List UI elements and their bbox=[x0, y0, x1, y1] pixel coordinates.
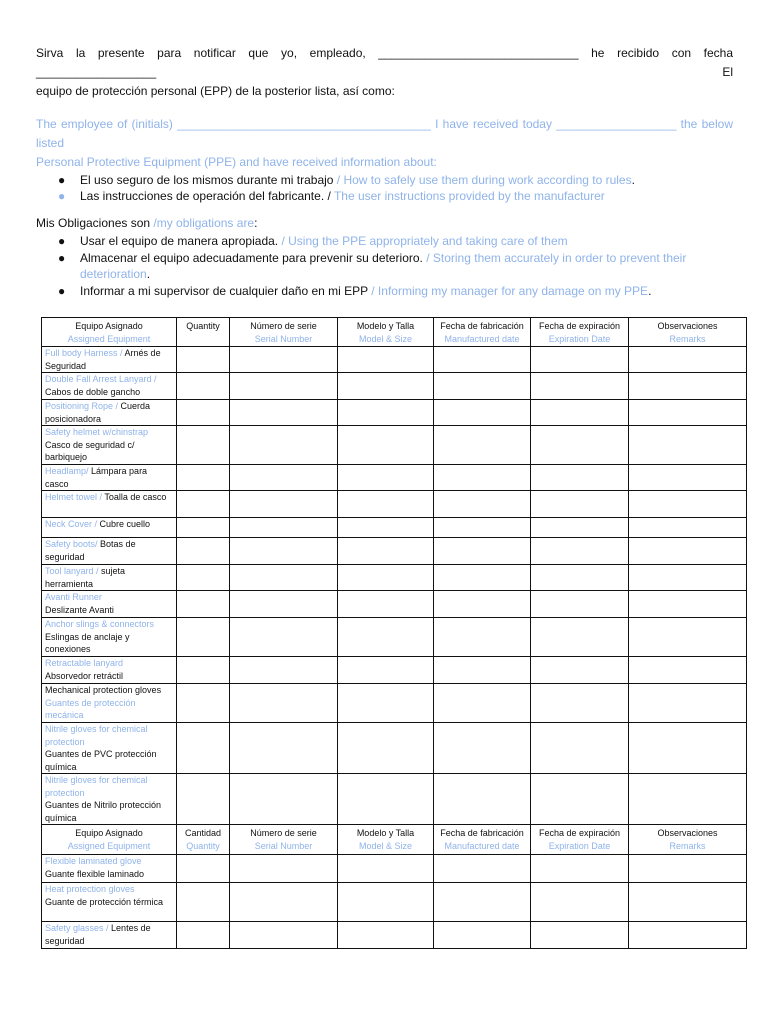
table-row bbox=[42, 518, 747, 538]
table-body-1 bbox=[42, 347, 747, 825]
manufactured-cell[interactable] bbox=[434, 657, 531, 684]
quantity-cell[interactable] bbox=[177, 491, 230, 518]
table-header-row bbox=[42, 825, 747, 855]
manufactured-cell[interactable] bbox=[434, 684, 531, 723]
document-body bbox=[36, 44, 733, 300]
serial-cell[interactable] bbox=[230, 538, 338, 565]
expiration-cell[interactable] bbox=[531, 922, 629, 949]
model-cell[interactable] bbox=[338, 618, 434, 657]
quantity-cell[interactable] bbox=[177, 347, 230, 373]
expiration-cell[interactable] bbox=[531, 591, 629, 618]
serial-cell[interactable] bbox=[230, 922, 338, 949]
quantity-cell[interactable] bbox=[177, 618, 230, 657]
quantity-cell[interactable] bbox=[177, 538, 230, 565]
equipment-cell: Headlamp/ Lámpara para casco bbox=[42, 465, 177, 491]
remarks-cell[interactable] bbox=[629, 373, 747, 400]
model-cell[interactable] bbox=[338, 400, 434, 426]
equipment-cell: Helmet towel / Toalla de casco bbox=[42, 491, 177, 518]
bullet-icon: ● bbox=[58, 234, 66, 248]
manufactured-cell[interactable] bbox=[434, 373, 531, 400]
model-cell[interactable] bbox=[338, 426, 434, 465]
manufactured-cell[interactable] bbox=[434, 922, 531, 949]
table-row bbox=[42, 591, 747, 618]
expiration-cell[interactable] bbox=[531, 426, 629, 465]
serial-cell[interactable] bbox=[230, 465, 338, 491]
quantity-cell[interactable] bbox=[177, 922, 230, 949]
equipment-cell: Neck Cover / Cubre cuello bbox=[42, 518, 177, 538]
expiration-cell[interactable] bbox=[531, 618, 629, 657]
remarks-cell[interactable] bbox=[629, 538, 747, 565]
remarks-cell[interactable] bbox=[629, 774, 747, 825]
table-row bbox=[42, 684, 747, 723]
header-serial: Número de serie Serial Number bbox=[230, 318, 338, 347]
bullet-icon: ● bbox=[58, 284, 66, 298]
expiration-cell[interactable] bbox=[531, 518, 629, 538]
manufactured-cell[interactable] bbox=[434, 426, 531, 465]
quantity-cell[interactable] bbox=[177, 591, 230, 618]
expiration-cell[interactable] bbox=[531, 723, 629, 774]
expiration-cell[interactable] bbox=[531, 538, 629, 565]
remarks-cell[interactable] bbox=[629, 518, 747, 538]
serial-cell[interactable] bbox=[230, 723, 338, 774]
manufactured-cell[interactable] bbox=[434, 565, 531, 591]
list-item: ● Las instrucciones de operación del fabricante. / The user instructions provided by the manufacturer bbox=[58, 189, 605, 203]
manufactured-cell[interactable] bbox=[434, 538, 531, 565]
table-row bbox=[42, 491, 747, 518]
model-cell[interactable] bbox=[338, 373, 434, 400]
serial-cell[interactable] bbox=[230, 347, 338, 373]
remarks-cell[interactable] bbox=[629, 883, 747, 922]
serial-cell[interactable] bbox=[230, 657, 338, 684]
expiration-cell[interactable] bbox=[531, 465, 629, 491]
equipment-cell: Nitrile gloves for chemical protection Guantes de PVC protección química bbox=[42, 723, 177, 774]
list-item: ● El uso seguro de los mismos durante mi trabajo / How to safely use them during work according to rules. bbox=[58, 173, 635, 187]
list-item: ● Informar a mi supervisor de cualquier daño en mi EPP / Informing my manager for any damage on my PPE. bbox=[58, 284, 652, 298]
list-item: ● Usar el equipo de manera apropiada. / Using the PPE appropriately and taking care of them bbox=[58, 234, 568, 248]
model-cell[interactable] bbox=[338, 922, 434, 949]
serial-cell[interactable] bbox=[230, 883, 338, 922]
manufactured-cell[interactable] bbox=[434, 855, 531, 883]
equipment-cell: Anchor slings & connectors Eslingas de anclaje y conexiones bbox=[42, 618, 177, 657]
manufactured-cell[interactable] bbox=[434, 883, 531, 922]
table-row bbox=[42, 538, 747, 565]
manufactured-cell[interactable] bbox=[434, 465, 531, 491]
serial-cell[interactable] bbox=[230, 774, 338, 825]
bullet-icon: ● bbox=[58, 189, 66, 203]
model-cell[interactable] bbox=[338, 855, 434, 883]
quantity-cell[interactable] bbox=[177, 723, 230, 774]
serial-cell[interactable] bbox=[230, 565, 338, 591]
header-manufactured: Fecha de fabricación Manufactured date bbox=[434, 318, 531, 347]
manufactured-cell[interactable] bbox=[434, 400, 531, 426]
header-model: Modelo y Talla Model & Size bbox=[338, 318, 434, 347]
header-expiration: Fecha de expiración Expiration Date bbox=[531, 318, 629, 347]
serial-cell[interactable] bbox=[230, 426, 338, 465]
table-row bbox=[42, 922, 747, 949]
manufactured-cell[interactable] bbox=[434, 774, 531, 825]
header-quantity: Quantity bbox=[177, 318, 230, 347]
equipment-cell: Positioning Rope / Cuerda posicionadora bbox=[42, 400, 177, 426]
manufactured-cell[interactable] bbox=[434, 723, 531, 774]
remarks-cell[interactable] bbox=[629, 465, 747, 491]
manufactured-cell[interactable] bbox=[434, 347, 531, 373]
bullet-icon: ● bbox=[58, 173, 66, 187]
expiration-cell[interactable] bbox=[531, 400, 629, 426]
quantity-cell[interactable] bbox=[177, 373, 230, 400]
quantity-cell[interactable] bbox=[177, 518, 230, 538]
equipment-cell: Tool lanyard / sujeta herramienta bbox=[42, 565, 177, 591]
model-cell[interactable] bbox=[338, 591, 434, 618]
serial-cell[interactable] bbox=[230, 373, 338, 400]
table-row bbox=[42, 657, 747, 684]
header-serial: Número de serie Serial Number bbox=[230, 825, 338, 855]
table-row bbox=[42, 347, 747, 373]
model-cell[interactable] bbox=[338, 491, 434, 518]
intro-line-2: equipo de protección personal (EPP) de la posterior lista, así como: bbox=[36, 84, 395, 98]
intro-en-line-2: Personal Protective Equipment (PPE) and have received information about: bbox=[36, 155, 437, 169]
table-header-row bbox=[42, 318, 747, 347]
quantity-cell[interactable] bbox=[177, 883, 230, 922]
table-body-2 bbox=[42, 855, 747, 949]
table-row bbox=[42, 723, 747, 774]
serial-cell[interactable] bbox=[230, 591, 338, 618]
quantity-cell[interactable] bbox=[177, 465, 230, 491]
model-cell[interactable] bbox=[338, 774, 434, 825]
model-cell[interactable] bbox=[338, 723, 434, 774]
header-expiration: Fecha de expiración Expiration Date bbox=[531, 825, 629, 855]
quantity-cell[interactable] bbox=[177, 774, 230, 825]
remarks-cell[interactable] bbox=[629, 426, 747, 465]
remarks-cell[interactable] bbox=[629, 723, 747, 774]
equipment-cell: Avanti Runner Deslizante Avanti bbox=[42, 591, 177, 618]
manufactured-cell[interactable] bbox=[434, 491, 531, 518]
equipment-cell: Mechanical protection gloves Guantes de protección mecánica bbox=[42, 684, 177, 723]
expiration-cell[interactable] bbox=[531, 657, 629, 684]
expiration-cell[interactable] bbox=[531, 373, 629, 400]
equipment-cell: Full body Harness / Arnés de Seguridad bbox=[42, 347, 177, 373]
remarks-cell[interactable] bbox=[629, 491, 747, 518]
model-cell[interactable] bbox=[338, 565, 434, 591]
remarks-cell[interactable] bbox=[629, 684, 747, 723]
header-quantity: Cantidad Quantity bbox=[177, 825, 230, 855]
header-model: Modelo y Talla Model & Size bbox=[338, 825, 434, 855]
model-cell[interactable] bbox=[338, 465, 434, 491]
obligations-list bbox=[36, 233, 733, 299]
serial-cell[interactable] bbox=[230, 684, 338, 723]
model-cell[interactable] bbox=[338, 518, 434, 538]
expiration-cell[interactable] bbox=[531, 347, 629, 373]
remarks-cell[interactable] bbox=[629, 855, 747, 883]
remarks-cell[interactable] bbox=[629, 591, 747, 618]
equipment-cell: Safety helmet w/chinstrap Casco de seguridad c/ barbiquejo bbox=[42, 426, 177, 465]
header-remarks: Observaciones Remarks bbox=[629, 825, 747, 855]
table-row bbox=[42, 618, 747, 657]
manufactured-cell[interactable] bbox=[434, 518, 531, 538]
equipment-cell: Retractable lanyard Absorvedor retráctil bbox=[42, 657, 177, 684]
intro-en-line-1: The employee of (initials) ______________________________________ I have received today __________________ the below listed bbox=[36, 117, 733, 150]
header-equipment: Equipo Asignado Assigned Equipment bbox=[42, 825, 177, 855]
expiration-cell[interactable] bbox=[531, 883, 629, 922]
serial-cell[interactable] bbox=[230, 518, 338, 538]
equipment-cell: Nitrile gloves for chemical protection Guantes de Nitrilo protección química bbox=[42, 774, 177, 825]
table-row bbox=[42, 373, 747, 400]
ppe-table bbox=[41, 317, 747, 949]
list-item: ● Almacenar el equipo adecuadamente para prevenir su deterioro. / Storing them accurately in order to prevent their deterioration. bbox=[58, 251, 687, 281]
table-row bbox=[42, 465, 747, 491]
equipment-cell: Safety boots/ Botas de seguridad bbox=[42, 538, 177, 565]
expiration-cell[interactable] bbox=[531, 491, 629, 518]
quantity-cell[interactable] bbox=[177, 565, 230, 591]
quantity-cell[interactable] bbox=[177, 855, 230, 883]
quantity-cell[interactable] bbox=[177, 657, 230, 684]
model-cell[interactable] bbox=[338, 538, 434, 565]
expiration-cell[interactable] bbox=[531, 774, 629, 825]
manufactured-cell[interactable] bbox=[434, 618, 531, 657]
intro-line-1: Sirva la presente para notificar que yo, empleado, ______________________________ he recibido con fecha __________________ El bbox=[36, 46, 733, 79]
table-row bbox=[42, 426, 747, 465]
serial-cell[interactable] bbox=[230, 491, 338, 518]
header-remarks: Observaciones Remarks bbox=[629, 318, 747, 347]
remarks-cell[interactable] bbox=[629, 657, 747, 684]
serial-cell[interactable] bbox=[230, 855, 338, 883]
header-equipment: Equipo Asignado Assigned Equipment bbox=[42, 318, 177, 347]
table-body-2-header bbox=[42, 825, 747, 855]
remarks-cell[interactable] bbox=[629, 400, 747, 426]
table-row bbox=[42, 400, 747, 426]
expiration-cell[interactable] bbox=[531, 684, 629, 723]
equipment-cell: Heat protection gloves Guante de protección térmica bbox=[42, 883, 177, 922]
table-row bbox=[42, 774, 747, 825]
equipment-cell: Double Fall Arrest Lanyard / Cabos de doble gancho bbox=[42, 373, 177, 400]
remarks-cell[interactable] bbox=[629, 565, 747, 591]
information-list bbox=[36, 172, 733, 204]
model-cell[interactable] bbox=[338, 684, 434, 723]
quantity-cell[interactable] bbox=[177, 684, 230, 723]
quantity-cell[interactable] bbox=[177, 426, 230, 465]
quantity-cell[interactable] bbox=[177, 400, 230, 426]
equipment-cell: Safety glasses / Lentes de seguridad bbox=[42, 922, 177, 949]
remarks-cell[interactable] bbox=[629, 347, 747, 373]
model-cell[interactable] bbox=[338, 883, 434, 922]
table-row bbox=[42, 883, 747, 922]
bullet-icon: ● bbox=[58, 251, 66, 265]
remarks-cell[interactable] bbox=[629, 922, 747, 949]
expiration-cell[interactable] bbox=[531, 565, 629, 591]
equipment-cell: Flexible laminated glove Guante flexible laminado bbox=[42, 855, 177, 883]
table-row bbox=[42, 565, 747, 591]
expiration-cell[interactable] bbox=[531, 855, 629, 883]
manufactured-cell[interactable] bbox=[434, 591, 531, 618]
serial-cell[interactable] bbox=[230, 618, 338, 657]
header-manufactured: Fecha de fabricación Manufactured date bbox=[434, 825, 531, 855]
remarks-cell[interactable] bbox=[629, 618, 747, 657]
model-cell[interactable] bbox=[338, 347, 434, 373]
obligations-heading: Mis Obligaciones son /my obligations are: bbox=[36, 216, 258, 230]
table-row bbox=[42, 855, 747, 883]
model-cell[interactable] bbox=[338, 657, 434, 684]
serial-cell[interactable] bbox=[230, 400, 338, 426]
